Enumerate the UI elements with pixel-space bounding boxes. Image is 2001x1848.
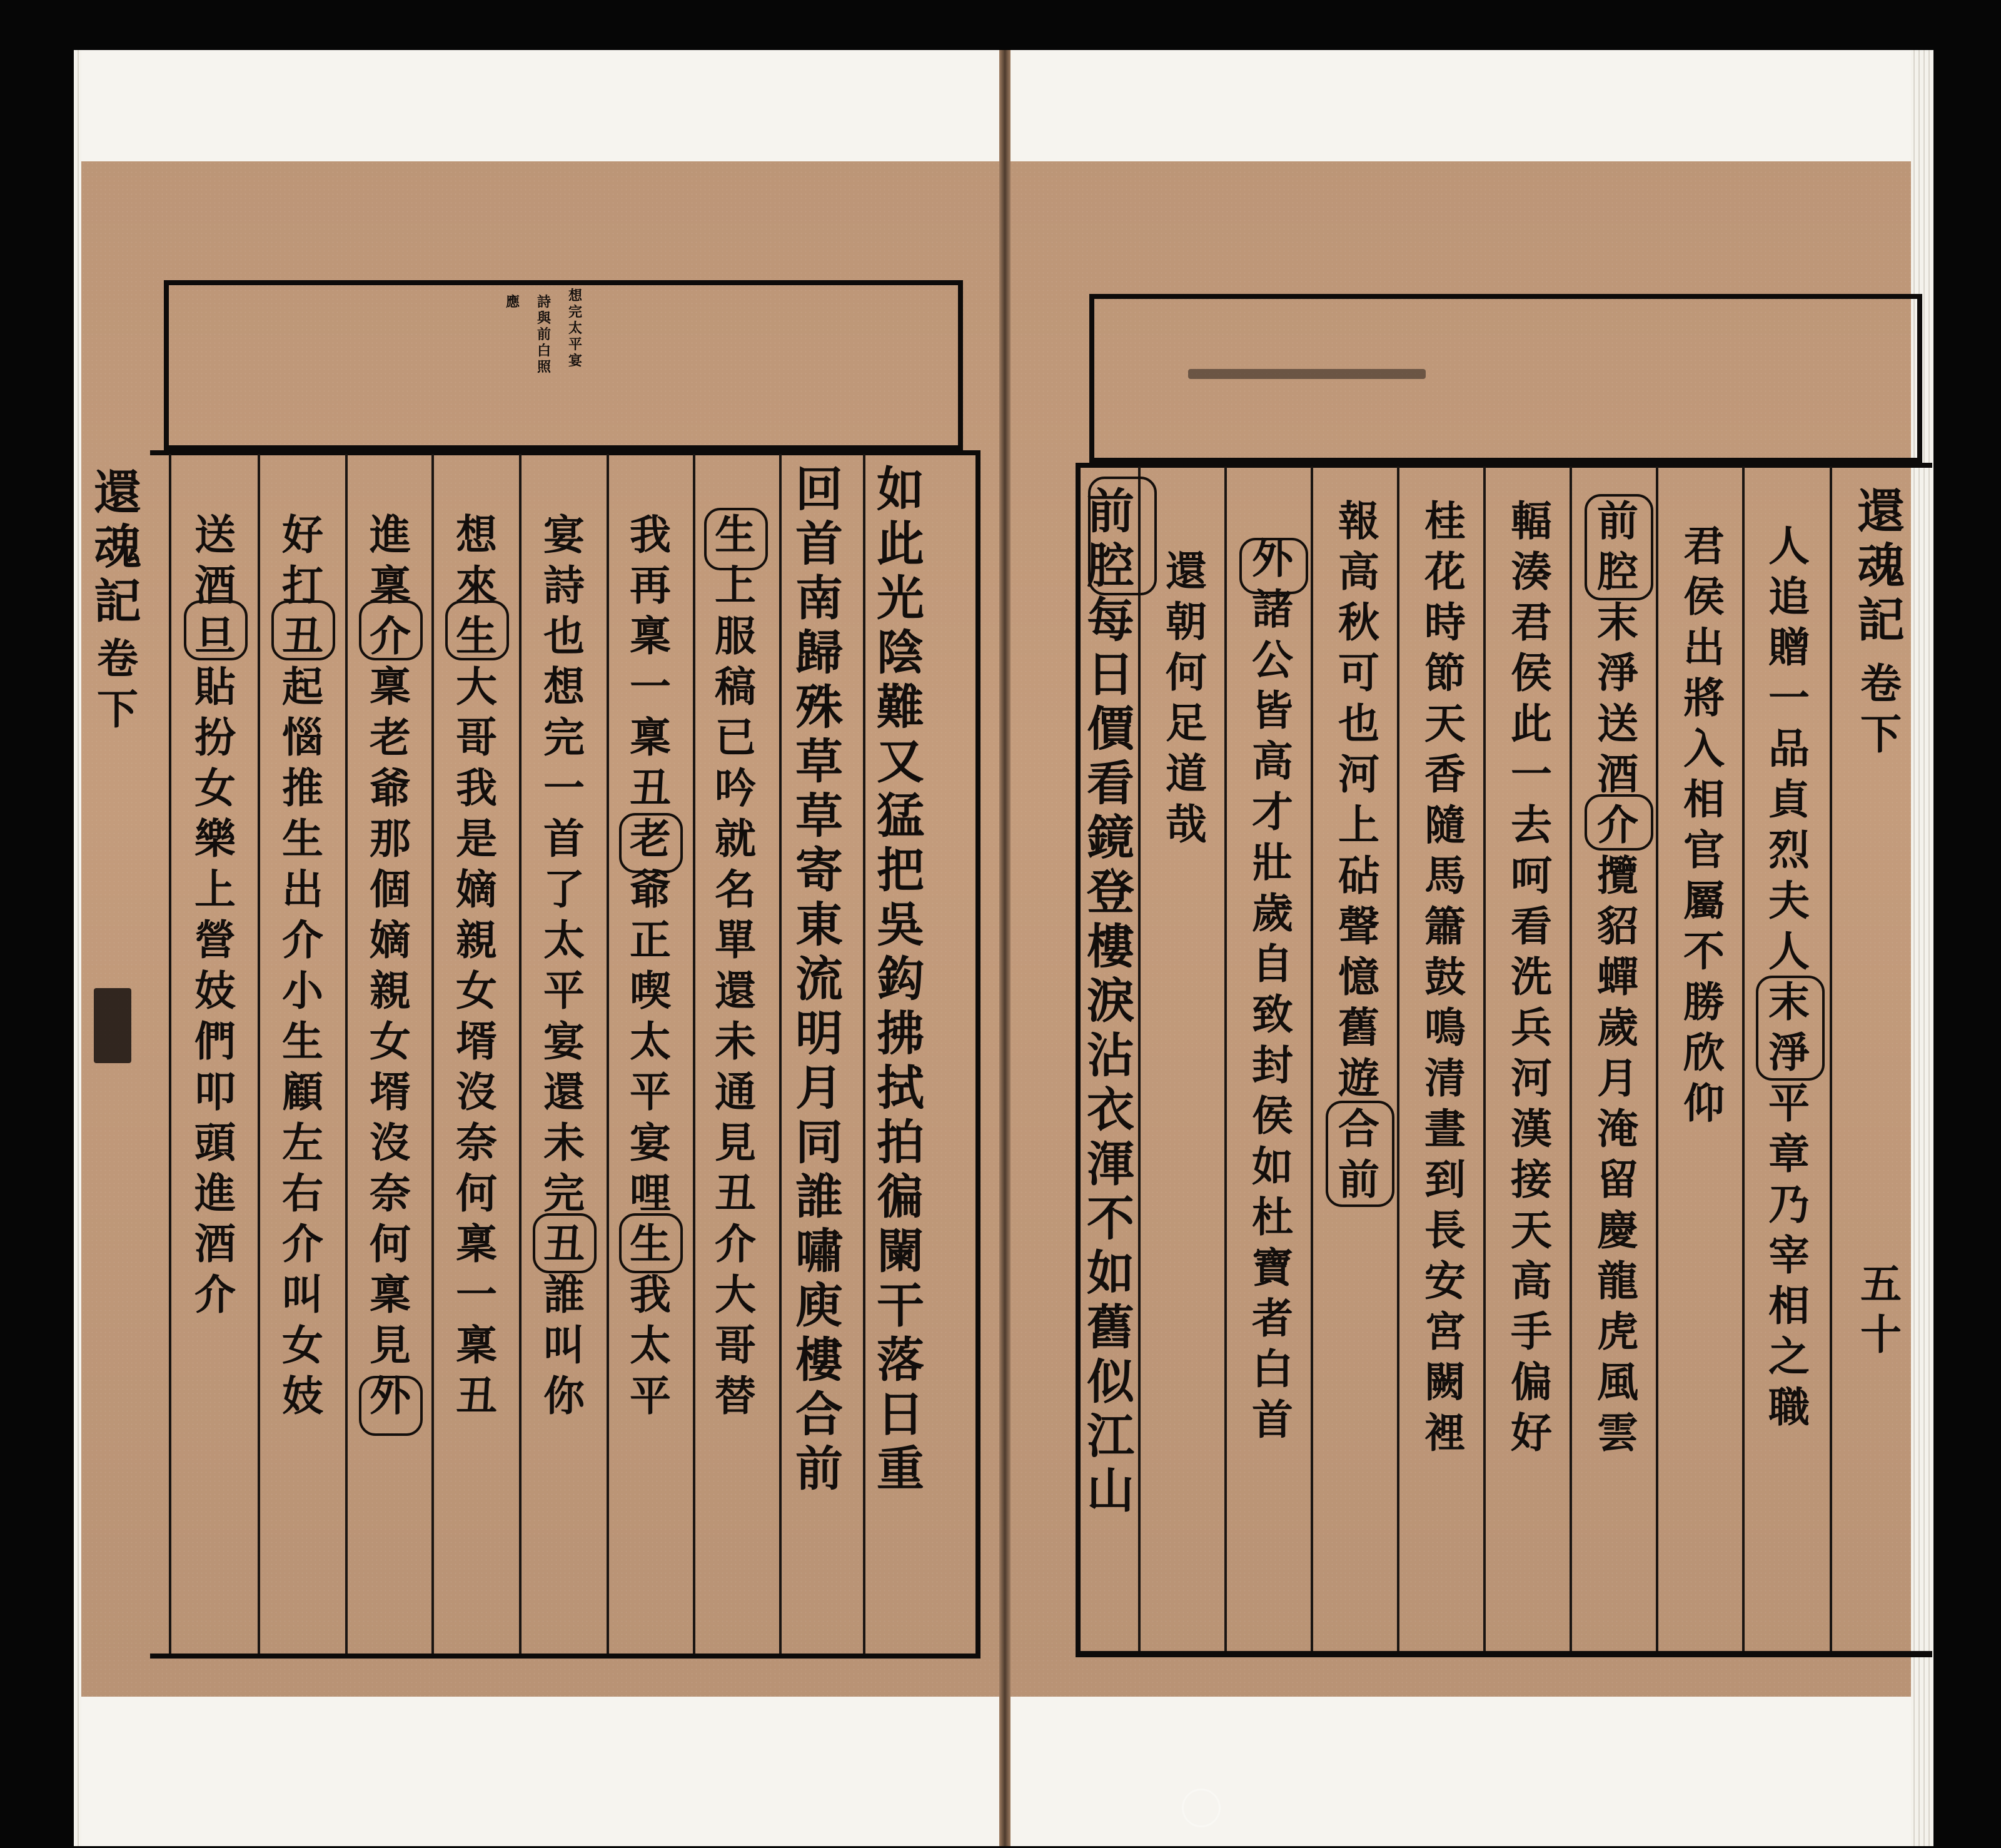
right-margin-volume: 卷 下	[1860, 659, 1902, 759]
role-marker-chou	[619, 813, 683, 873]
left-margin-title: 還 魂 記	[94, 465, 141, 629]
right-col-rule	[1830, 467, 1832, 1651]
left-header-note-col1: 想 完 太 平 宴	[568, 288, 582, 369]
right-text-column-7: 外 諸 公 皆 高 才 壯 歲 自 致 封 侯 如 杜 寶 者 白 首	[1252, 534, 1293, 1444]
right-header-faded-text	[1188, 369, 1426, 379]
right-frame-bottom-rule	[1076, 1651, 1932, 1656]
left-margin-volume: 卷 下	[97, 634, 138, 734]
left-col-rule	[607, 454, 609, 1654]
left-header-note-col3: 應	[505, 294, 520, 310]
role-marker-qianqiang	[1585, 494, 1653, 600]
left-page-top-margin	[81, 50, 1001, 161]
right-text-column-6: 報 高 秋 可 也 河 上 砧 聲 憶 舊 遊 合 前	[1338, 497, 1379, 1204]
left-header-note-col2: 詩 與 前 白 照	[537, 294, 551, 375]
right-col-rule	[1311, 467, 1313, 1651]
right-text-column-3: 前 腔 末 淨 送 酒 介 攬 貂 蟬 歲 月 淹 留 慶 龍 虎 風 雲	[1597, 497, 1638, 1457]
left-text-column-4: 我 再 稟 一 稟 丑 老 爺 正 喫 太 平 宴 哩 生 我 太 平	[630, 510, 671, 1420]
role-marker-sheng3	[445, 600, 509, 660]
role-marker-mojing	[1756, 976, 1825, 1081]
left-frame-top-rule	[150, 450, 980, 455]
left-text-column-3: 生 上 服 稿 已 吟 就 名 單 還 未 通 見 丑 介 大 哥 替	[715, 510, 756, 1420]
right-col-rule	[1397, 467, 1399, 1651]
left-text-column-6: 想 來 生 大 哥 我 是 嫡 親 女 壻 沒 奈 何 稟 一 稟 丑	[456, 510, 497, 1420]
left-col-rule	[169, 454, 171, 1654]
role-marker-sheng	[704, 508, 768, 570]
left-text-column-8: 好 打 丑 起 惱 推 生 出 介 小 生 顧 左 右 介 叫 女 妓	[282, 510, 323, 1420]
left-margin-ink-smudge	[94, 988, 131, 1063]
right-text-column-9: 前 腔 每 日 價 看 鏡 登 樓 淚 沾 衣 渾 不 如 舊 似 江 山	[1087, 483, 1134, 1518]
right-text-column-4: 輻 湊 君 侯 此 一 去 呵 看 洗 兵 河 漢 接 天 高 手 偏 好	[1511, 497, 1552, 1457]
left-col-rule	[779, 454, 782, 1654]
left-col-rule	[693, 454, 695, 1654]
left-text-column-2: 回 首 南 歸 殊 草 草 寄 東 流 明 月 同 誰 嘯 庾 樓 合 前	[795, 462, 843, 1497]
left-col-rule	[258, 454, 260, 1654]
left-text-column-5: 宴 詩 也 想 完 一 首 了 太 平 宴 還 未 完 丑 誰 叫 你	[543, 510, 585, 1420]
right-col-rule	[1656, 467, 1658, 1651]
right-margin-folio: 五 十	[1860, 1260, 1902, 1359]
right-text-column-1: 人 追 贈 一 品 貞 烈 夫 人 末 淨 平 章 乃 宰 相 之 職	[1768, 522, 1810, 1431]
role-marker-wai	[359, 1376, 423, 1436]
left-col-rule	[863, 454, 865, 1654]
right-col-rule	[1742, 467, 1745, 1651]
right-col-rule	[1224, 467, 1227, 1651]
book-gutter	[999, 50, 1011, 1846]
right-frame-top-rule	[1076, 463, 1932, 468]
left-text-column-7: 進 稟 介 稟 老 爺 那 個 嫡 親 女 壻 沒 奈 何 稟 見 外	[370, 510, 411, 1420]
right-page-bottom-margin	[1011, 1697, 1911, 1846]
library-stamp-icon	[1182, 1789, 1221, 1827]
right-col-rule	[1483, 467, 1486, 1651]
role-marker-jie-r	[1585, 794, 1653, 851]
right-margin-title: 還 魂 記	[1857, 483, 1905, 648]
role-marker-sheng2	[619, 1213, 683, 1273]
role-marker-wai-r	[1239, 538, 1308, 594]
role-marker-qianqiang-r	[1088, 477, 1157, 595]
left-frame-bottom-rule	[150, 1654, 980, 1659]
left-page-bottom-margin	[81, 1697, 1001, 1846]
left-col-rule	[431, 454, 434, 1654]
right-text-column-5: 桂 花 時 節 天 香 隨 馬 簫 鼓 鳴 清 晝 到 長 安 宮 闕 裡	[1424, 497, 1466, 1457]
right-page-top-margin	[1011, 50, 1911, 161]
left-text-column-9: 送 酒 旦 貼 扮 女 樂 上 營 妓 們 叩 頭 進 酒 介	[194, 510, 236, 1319]
role-marker-dan	[184, 600, 248, 660]
role-marker-chou3	[271, 600, 335, 660]
right-text-column-8: 還 朝 何 足 道 哉	[1166, 547, 1207, 849]
left-col-rule	[345, 454, 348, 1654]
role-marker-chou2	[533, 1213, 597, 1273]
role-marker-hegian-r	[1326, 1101, 1394, 1207]
left-col-rule	[519, 454, 522, 1654]
right-col-rule	[1570, 467, 1572, 1651]
left-text-column-1: 如 此 光 陰 難 又 猛 把 吳 鈎 拂 拭 拍 徧 闌 干 落 日 重	[877, 462, 924, 1497]
role-marker-jie	[359, 600, 423, 660]
right-text-column-2: 君 侯 出 將 入 相 官 屬 不 勝 欣 仰	[1683, 522, 1725, 1128]
